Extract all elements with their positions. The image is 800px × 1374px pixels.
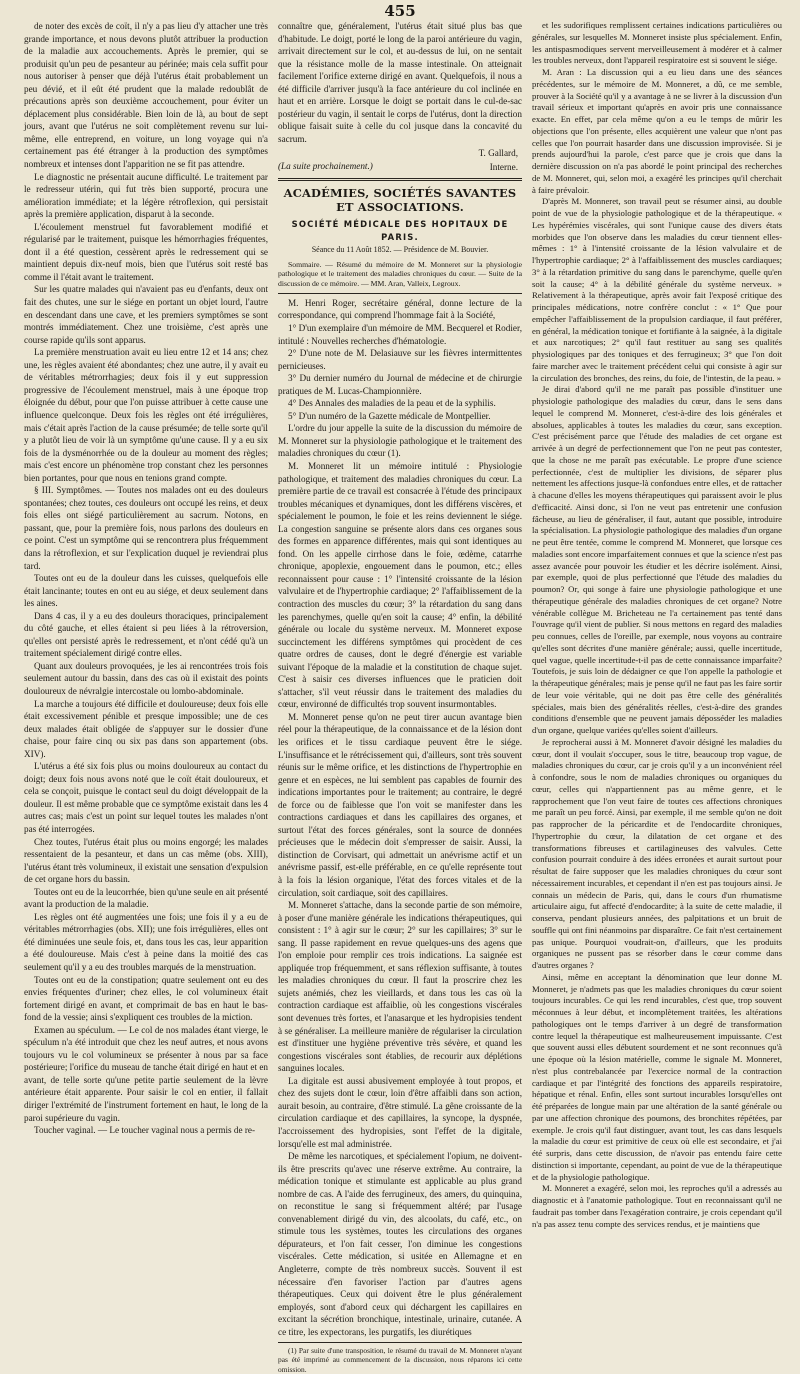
paragraph: § III. Symptômes. — Toutes nos malades ont eu des douleurs spontanées; chez toutes, ces douleurs ont occupé les reins, et deux fois elles ont siégé particulièrement au sacrum. Notons, en passant, que, pour la première fois, nous parlons des douleurs en ce point. C'est un symptôme qui se rencontrera plus fréquemment dans la rétroflexion, et sur l'explication duquel je reviendrai plus tard. [24, 485, 268, 571]
paragraph: Toucher vaginal. — Le toucher vaginal nous a permis de re- [34, 1125, 256, 1136]
paragraph: Dans 4 cas, il y a eu des douleurs thoraciques, principalement du côté gauche, et elles étaient si peu liées à la rétroversion, qu'elles ont persisté après le redressement, et n'ont cédé qu'à un traitement spécialement dirigé contre elles. [24, 610, 268, 659]
paragraph: De même les narcotiques, et spécialement l'opium, ne doivent-ils être prescrits qu'avec une réserve extrême. Au contraire, la médication tonique et stimulante est applicable au plus grand nombre de cas. A l'aide des ferrugineux, des amers, du quinquina, on reconstitue le sang si fréquemment altéré; par l'usage convenablement dirigé du vin, des alcoolats, du café, etc., on stimule tous les systèmes, toutes les circulations des organes dépurateurs, et l'on fait cesser, l'on diminue les congestions viscérales. Cette médication, si usitée en Allemagne et en Angleterre, compte de très nombreux succès. Souvent il est nécessaire d'en favoriser l'action par d'autres agens thérapeutiques. Ceux qui doivent être le plus généralement employés, sont d'abord ceux qui déchargent les capillaires en excitant la sécrétion bronchique, intestinale, urinaire, cutanée. A ce titre, les expectorans, les purgatifs, les diurétiques [278, 1151, 522, 1337]
paragraph: 2° D'une note de M. Delasiauve sur les fièvres intermittentes pernicieuses. [278, 348, 522, 371]
summary-divider [278, 293, 522, 294]
to-be-continued-note: (La suite prochainement.) [278, 161, 373, 172]
paragraph: M. Monneret a exagéré, selon moi, les reproches qu'il a adressés au diagnostic et à l'anatomie pathologique. Tout en reconnaissant qu'il ne faudrait pas tomber dans l'exagération contraire, je crois cependant qu'il n'a pas assez tenu compte des services rendus, et je maintiens que [532, 1183, 782, 1229]
paragraph: Sur les quatre malades qui n'avaient pas eu d'enfants, deux ont fait des chutes, une sur le siége en portant un objet lourd, l'autre en descendant dans une cave, et les premiers symptômes se sont montrés immédiatement. Chez une troisième, c'est après une course rapide qu'ils sont apparus. [24, 284, 268, 345]
paragraph: Toutes ont eu de la douleur dans les cuisses, quelquefois elle était lancinante; toutes en ont eu au siége, et deux seulement dans les aines. [24, 573, 268, 609]
footnote: (1) Par suite d'une transposition, le résumé du travail de M. Monneret n'ayant pas été imprimé au commencement de la discussion, nous réparons ici cette omission. [278, 1346, 522, 1374]
paragraph: Je reprocherai aussi à M. Monneret d'avoir désigné les maladies du cœur, dont il voulait s'occuper, sous le titre, beaucoup trop vague, de maladies chroniques du cœur, car je crois qu'il y a un inconvénient réel à confondre, sous le nom de maladies chroniques ou organiques du cœur, celles qui n'appartiennent pas au même genre, et le rapprochement que l'on veut faire de toutes ces affections chroniques me paraît un peu forcé. Ainsi, par exemple, il me semble qu'on ne doit pas rapprocher de la péricardite et de l'endocardite chroniques, l'hypertrophie du cœur, la dilatation de cet organe et des transformations fibreuses et cartilagineuses des valvules. Cette confusion pourrait conduire à des idées erronées et aurait surtout pour résultat de faire supposer que les maladies chroniques du cœur sont nécessairement incurables, et cependant il n'en est pas toujours ainsi. Je connais un médecin de Paris, qui, dans le cours d'un rhumatisme articulaire aigu, fut affecté d'endocardite; à la suite de cette maladie, il conserva, pendant plusieurs années, des palpitations et un bruit de souffle qui ont fini néanmoins par disparaître. Ce fait n'est certainement pas unique. Pourquoi voudrait-on, d'ailleurs, que les produits organiques ne pussent pas se résorber dans le cœur comme dans d'autres organes ? [532, 736, 782, 970]
article-signature [278, 147, 522, 173]
section-divider [278, 178, 522, 181]
column-middle [278, 20, 522, 1374]
session-line: Séance du 11 Août 1852. — Présidence de M. Bouvier. [311, 245, 489, 255]
article-continuation-text: connaître que, généralement, l'utérus était situé plus bas que d'habitude. Le doigt, porté le long de la paroi antérieure du vagin, arrivait directement sur le col, et au-dessus de lui, on ne sentait que la résistance molle de la masse intestinale. On atteignait facilement l'orifice externe dirigé en avant. Quelquefois, il nous a été difficile d'arriver jusqu'à la face antérieure du col inclinée en haut et en arrière. Lorsque le doigt se portait dans le cul-de-sac postérieur du vagin, il sentait le corps de l'utérus, dont la direction oblique faisait suite à celle du col jusque dans la concavité du sacrum. [278, 21, 522, 144]
paragraph: Le diagnostic ne présentait aucune difficulté. Le traitement par le redresseur utérin, qui fut très bien supporté, procura une amélioration immédiate; et la légère rétroflexion, qui persistait après la première application, disparut à la seconde. [24, 171, 268, 220]
signature-role: Interne. [489, 161, 518, 172]
paragraph: D'après M. Monneret, son travail peut se résumer ainsi, au double point de vue de la physiologie pathologique et de la thérapeutique. « Les hypérémies viscérales, qui sont l'unique cause des divers états morbides que l'on observe dans les maladies du cœur tiennent elles-mêmes : 1° à l'intensité croissante de la lésion valvulaire et de l'hypertrophie cardiaque; 2° à l'affaiblissement des muscles cardiaques; 3° à la rétardation primitive du sang dans le parenchyme, quelle qu'en soit la cause; 4° à la débilité générale du système nerveux. » Relativement à la thérapeutique, après avoir fait l'exposé critique des principales médications, notre confrère conclut : « 1° Que pour empêcher l'affaiblissement de la propulsion cardiaque, il faut préférer, en général, la médication tonique et fortifiante à la saignée, à la digitale et aux narcotiques; 2° qu'il faut restituer au sang ses qualités physiologiques par des toniques et des ferrugineux; 3° que l'on doit faire marcher avec le traitement précédent celui qui consiste à agir sur la circulation des bronches, des reins, du foie, de l'intestin, de la peau. » [532, 196, 782, 383]
paragraph: Quant aux douleurs provoquées, je les ai rencontrées trois fois seulement autour du bassin, dans des cas où il existait des points douloureux de névralgie intercostale ou lombo-abdominale. [24, 660, 268, 696]
paragraph: de noter des excès de coït, il n'y a pas lieu d'y attacher une très grande importance, et nous devons plutôt attribuer la production de la maladie aux accouchements. Après le premier, qui se produisit qu'un peu de pesanteur au périnée; mais cela suffit pour nous autoriser à penser que déjà l'utérus était probablement un peu dévié, et il eût été prudent que la malade redoublât de précautions après son deuxième accouchement, pour éviter un déplacement plus considérable. Bien loin de là, au bout de sept jours, avant que l'utérus ne soit complètement revenu sur lui-même, elle entreprend, en voiture, un long voyage qui n'a certainement pas été étranger à la production des symptômes nombreux et intenses dont l'apparition ne se fit pas attendre. [24, 21, 268, 170]
paragraph: Les règles ont été augmentées une fois; une fois il y a eu de véritables métrorrhagies (obs. XII); une fois irrégulières, elles ont été diminuées une seule fois, et, dans tous les cas, leur apparition a été douloureuse. Mais c'est à peine dans la moitié des cas seulement qu'il y a eu des troubles marqués de la menstruation. [24, 911, 268, 973]
paragraph: La digitale est aussi abusivement employée à tout propos, et chez des sujets dont le cœur, loin d'être affaibli dans son action, aurait besoin, au contraire, d'être stimulé. La gêne croissante de la circulation cardiaque et des capillaires, la syncope, la dyspnée, l'accroissement des hydropisies, sont l'effet de la digitale, lorsqu'elle est mal administrée. [278, 1075, 522, 1149]
paragraph: et les sudorifiques remplissent certaines indications particulières ou générales, sur lesquelles M. Monneret insiste plus spécialement. Enfin, les antispasmodiques servent merveilleusement à modérer et à calmer les troubles nerveux, dont l'appareil respiratoire est si souvent le siége. [532, 20, 782, 66]
paragraph: M. Monneret s'attache, dans la seconde partie de son mémoire, à poser d'une manière générale les indications thérapeutiques, qui consistent : 1° à agir sur le cœur; 2° sur les capillaires; 3° sur le sang. Il passe rapidement en revue quelques-uns des agens que l'on emploie pour remplir ces trois indications. La saignée est appliquée trop fréquemment, et sans réflexion suffisante, à toutes les maladies chroniques du cœur. Il faut la proscrire chez les sujets anémiés, chez les vieillards, et dans tous les cas où la contraction cardiaque est affaiblie, où les congestions viscérales sont devenues très fortes, et l'anasarque et les hydropisies tendent à se généraliser. La meilleure manière de régulariser la circulation est d'instituer une hygiène préventive très sévère, et quand les congestions viscérales sont établies, de recourir aux déplétions sanguines locales. [278, 900, 522, 1074]
paragraph: Examen au spéculum. — Le col de nos malades étant vierge, le spéculum n'a été introduit que chez les neuf autres, et nous avons toujours vu le col volumineux se présenter à nous par sa face postérieure; l'orifice du museau de tanche était dirigé en haut et en avant, de telle sorte qu'une petite partie seulement de la lèvre antérieure était apparente. Pour saisir le col en entier, il fallait diriger l'extrémité de l'instrument fortement en haut, le long de la paroi supérieure du vagin. [24, 1024, 268, 1123]
paragraph: Toutes ont eu de la constipation; quatre seulement ont eu des envies fréquentes d'uriner; chez elles, le col volumineux était fortement dirigé en avant, et comprimait de bas en haut le bas-fond de la vessie; ainsi s'expliquent ces troubles de la miction. [24, 974, 268, 1023]
column-right [532, 20, 782, 1229]
column-left [24, 20, 268, 1136]
paragraph: 1° D'un exemplaire d'un mémoire de MM. Becquerel et Rodier, intitulé : Nouvelles recherches d'hématologie. [278, 322, 522, 346]
paragraph: Chez toutes, l'utérus était plus ou moins engorgé; les malades ressentaient de la pesanteur, et dans un cas même (obs. XIII), l'utérus étant très volumineux, il existait une sensation d'expulsion de cet organe hors du bassin. [24, 836, 268, 885]
society-heading: SOCIÉTÉ MÉDICALE DES HOPITAUX DE PARIS. [291, 219, 509, 242]
paragraph: L'utérus a été six fois plus ou moins douloureux au contact du doigt; deux fois nous avons noté que le coït était douloureux, et cela se conçoit, puisque le contact seul du doigt développait de la douleur. Il est même probable que ce symptôme existait dans les 4 autres cas; mais c'est un point sur lequel toutes les malades n'ont pas été interrogées. [24, 761, 268, 834]
paragraph: 5° D'un numéro de la Gazette médicale de Montpellier. [288, 410, 491, 421]
paragraph: La première menstruation avait eu lieu entre 12 et 14 ans; chez une, les règles avaient été abondantes; chez une autre, il y avait eu de véritables métrorrhagies; deux fois il y eut suppression progressive de l'écoulement menstruel, mais à une époque trop éloignée du début, pour que l'on puisse attribuer à cette cause une influence quelconque. Deux fois les règles ont été irrégulières, mais c'était après l'action de la cause présumée; de telle sorte qu'il y a plutôt lieu de voir là un symptôme qu'une cause. Il y a eu six fois de la dysménorrhée ou de la douleur au moment des règles; mais c'est encore un phénomène trop constant chez les personnes bien portantes, pour que nous en tenions grand compte. [24, 347, 268, 483]
paragraph: L'ordre du jour appelle la suite de la discussion du mémoire de M. Monneret sur la physiologie pathologique et le traitement des maladies chroniques du cœur (1). [278, 423, 522, 459]
paragraph: L'écoulement menstruel fut favorablement modifié et régularisé par le traitement, puisque les hémorrhagies fréquentes, dont il a été question, cessèrent après le redressement qui se maintient depuis dix-neuf mois, bien que l'utérus soit resté bas comme il l'était avant le traitement. [24, 221, 268, 282]
section-title: ACADÉMIES, SOCIÉTÉS SAVANTES ET ASSOCIATIONS. [283, 186, 517, 215]
society-report [278, 297, 522, 1338]
paragraph: Toutes ont eu de la leucorrhée, bien qu'une seule en ait présenté avant la production de la maladie. [24, 886, 268, 910]
paragraph: M. Aran : La discussion qui a eu lieu dans une des séances précédentes, sur le mémoire de M. Monneret, a dû, ce me semble, prouver à la Société qu'il y a avantage à ne se livrer à la discussion d'un travail sérieux et important qu'après en avoir pris une connaissance exacte. En effet, par cela même qu'on a eu le temps de mûrir les objections que l'on présente, elles acquièrent une valeur que n'ont pas celles que l'on pourrait hasarder dans une discussion improvisée. Si je prends aujourd'hui la parole, c'est parce que je crois que dans la dernière discussion on n'a pas abordé le point principal des recherches de M. Monneret, qui, selon moi, a exagéré les principes qu'il cherchait à faire prévaloir. [532, 67, 782, 195]
summary: Sommaire. — Résumé du mémoire de M. Monneret sur la physiologie pathologique et le traitement des maladies chroniques du cœur. — Suite de la discussion de ce mémoire. — MM. Aran, Valleix, Legroux. [278, 259, 522, 289]
footnote-divider [278, 1342, 522, 1343]
paragraph: 3° Du dernier numéro du Journal de médecine et de chirurgie pratiques de M. Lucas-Championnière. [278, 373, 522, 396]
paragraph: M. Monneret lit un mémoire intitulé : Physiologie pathologique, et traitement des maladies chroniques du cœur. La première partie de ce travail est consacrée à l'étude des principaux troubles mécaniques et dynamiques, dont les différens viscères, et spécialement le poumon, le foie et les reins deviennent le siége. La congestion sanguine se présente alors dans ces organes sous des formes en apparence différentes, mais qui sont identiques au fond. On les appelle cirrhose dans le foie, œdème, catarrhe chronique, apoplexie, engouement dans le poumon, etc.; elles reconnaissent pour cause : 1° l'intensité croissante de la lésion valvulaire et de l'hypertrophie cardiaque; 2° l'affaiblissement de la contraction des muscles du cœur; 3° la rétardation du sang dans les parenchymes, quelle qu'en soit la cause; 4° enfin, la débilité générale ou locale du système nerveux. M. Monneret expose succinctement les différens symptômes qui procèdent de ces quatre ordres de causes, dont le degré d'énergie est variable suivant l'époque de la maladie et la constitution de chaque sujet. C'est à saisir ces diverses influences que le praticien doit s'attacher, s'il veut réussir dans le traitement des maladies du cœur, environné de difficultés trop souvent insurmontables. [278, 460, 522, 710]
paragraph: Ainsi, même en acceptant la dénomination que leur donne M. Monneret, je n'admets pas que les maladies chroniques du cœur soient toujours incurables. Ce qui les rend incurables, c'est que, trop souvent méconnues à leur début, et incomplètement traitées, les altérations pathologiques ont le temps d'arriver à un degré de transformation contre lequel la thérapeutique est malheureusement impuissante. C'est que souvent aussi elles débutent sourdement et ne sont reconnues qu'à une époque où la lésion matérielle, comme le signale M. Monneret, n'est plus contrebalancée par l'exercice normal de la contraction cardiaque et par l'intégrité des fonctions des appareils respiratoire, hépatique et rénal. Enfin, elles sont surtout incurables lorsqu'elles ont été préparées de longue main par une altération de la santé générale ou par une affection chronique des poumons, des bronchites répétées, par exemple. Je crois qu'il faut distinguer, avant tout, les cas dans lesquels la maladie du cœur est primitive de ceux où elle est secondaire, et j'ai été surpris, dans cette discussion, de n'avoir pas entendu faire cette distinction si importante, cependant, au point de vue de la thérapeutique et de la physiologie pathologique. [532, 971, 782, 1182]
paragraph: M. Monneret pense qu'on ne peut tirer aucun avantage bien réel pour la thérapeutique, de la connaissance et de la lésion dont les orifices et le tissu cardiaque peuvent être le siége. L'insuffisance et le rétrécissement qui, d'ailleurs, sont très souvent réunis sur le même orifice, et les distinctions de l'hypertrophie en genre et en espèces, ne lui semblent pas capables de fournir des indications importantes pour le traitement; au contraire, le degré de force ou de faiblesse que l'on voit se manifester dans les contractions cardiaques et dans les capillaires des organes, et surtout l'état des forces générales, sont la source de données précieuses que le médecin doit s'empresser de saisir. Aussi, la distinction de Corvisart, qui admettait un anévrisme actif et un anévrisme passif, est-elle préférable, en ce qu'elle représente tout à la fois la lésion organique, l'état des forces vitales et de la circulation, soit cardiaque, soit des capillaires. [278, 711, 522, 898]
signature-name: T. Gallard, [478, 148, 518, 159]
paragraph: La marche a toujours été difficile et douloureuse; deux fois elle était excessivement pénible et presque impossible; une de ces deux malades était obligée de s'appuyer sur le dossier d'une chaise, pour faire cinq ou six pas dans son appartement (obs. XIV). [24, 698, 268, 759]
paragraph: 4° Des Annales des maladies de la peau et de la syphilis. [288, 398, 496, 409]
paragraph: M. Henri Roger, secrétaire général, donne lecture de la correspondance, qui comprend l'hommage fait à la Société, [278, 297, 522, 321]
page-number: 455 [384, 2, 416, 20]
paragraph: Je dirai d'abord qu'il ne me paraît pas possible d'instituer une physiologie pathologique des maladies du cœur, dans le sens dans lequel le comprend M. Monneret, c'est-à-dire des lois générales et absolues, applicables à toutes les maladies du cœur, sans exception. C'est précisément parce que l'étude des maladies de cet organe est arrivée à un degré de perfectionnement que l'on ne peut pas contester, que la chose ne me paraît pas exécutable. Le propre d'une science perfectionnée, c'est de multiplier les divisions, de séparer plus nettement les affections jusque-là confondues entre elles, et de rattacher à chacune d'elles les moyens thérapeutiques qui paraissent avoir le plus d'efficacité. Ainsi donc, si l'on ne veut pas entretenir une confusion fâcheuse, au lieu de généraliser, il faut, autant que possible, introduire la spécialisation. La physiologie pathologique des maladies d'un organe ne peut être tentée, comme le comprend M. Monneret, que lorsque ces maladies sont encore imparfaitement connues et que la science n'est pas assez avancée pour pouvoir les étudier et les décrire isolément. Ainsi, par exemple, quoi de plus perfectionné que l'étude des maladies du poumon? Or, qui songe à faire une physiologie pathologique et une thérapeutique générale des maladies chroniques de cet organe? Notre vénérable collègue M. Bricheteau ne l'a certainement pas tenté dans l'ouvrage qu'il vient de publier. Si nous mettons en regard des maladies peu connues, celles de l'oreille, par exemple, nous voyons au contraire qu'elles sont décrites d'une manière générale; aussi, quelle incertitude, quel vague, quelle incertitude-t-il pas de cette connaissance imparfaite? Toutefois, je suis loin de dédaigner ce que l'on appelle la pathologie et la thérapeutique générales; mais je pense qu'il ne faut pas les faire sortir de leur voie véritable, qui ne doit pas être celle des généralités spéciales, mais bien des généralités réelles, c'est-à-dire des grandes conditions d'ensemble que ne peuvent jamais déposséder les maladies d'un organe, quelque variées qu'elles soient d'ailleurs. [532, 384, 782, 735]
